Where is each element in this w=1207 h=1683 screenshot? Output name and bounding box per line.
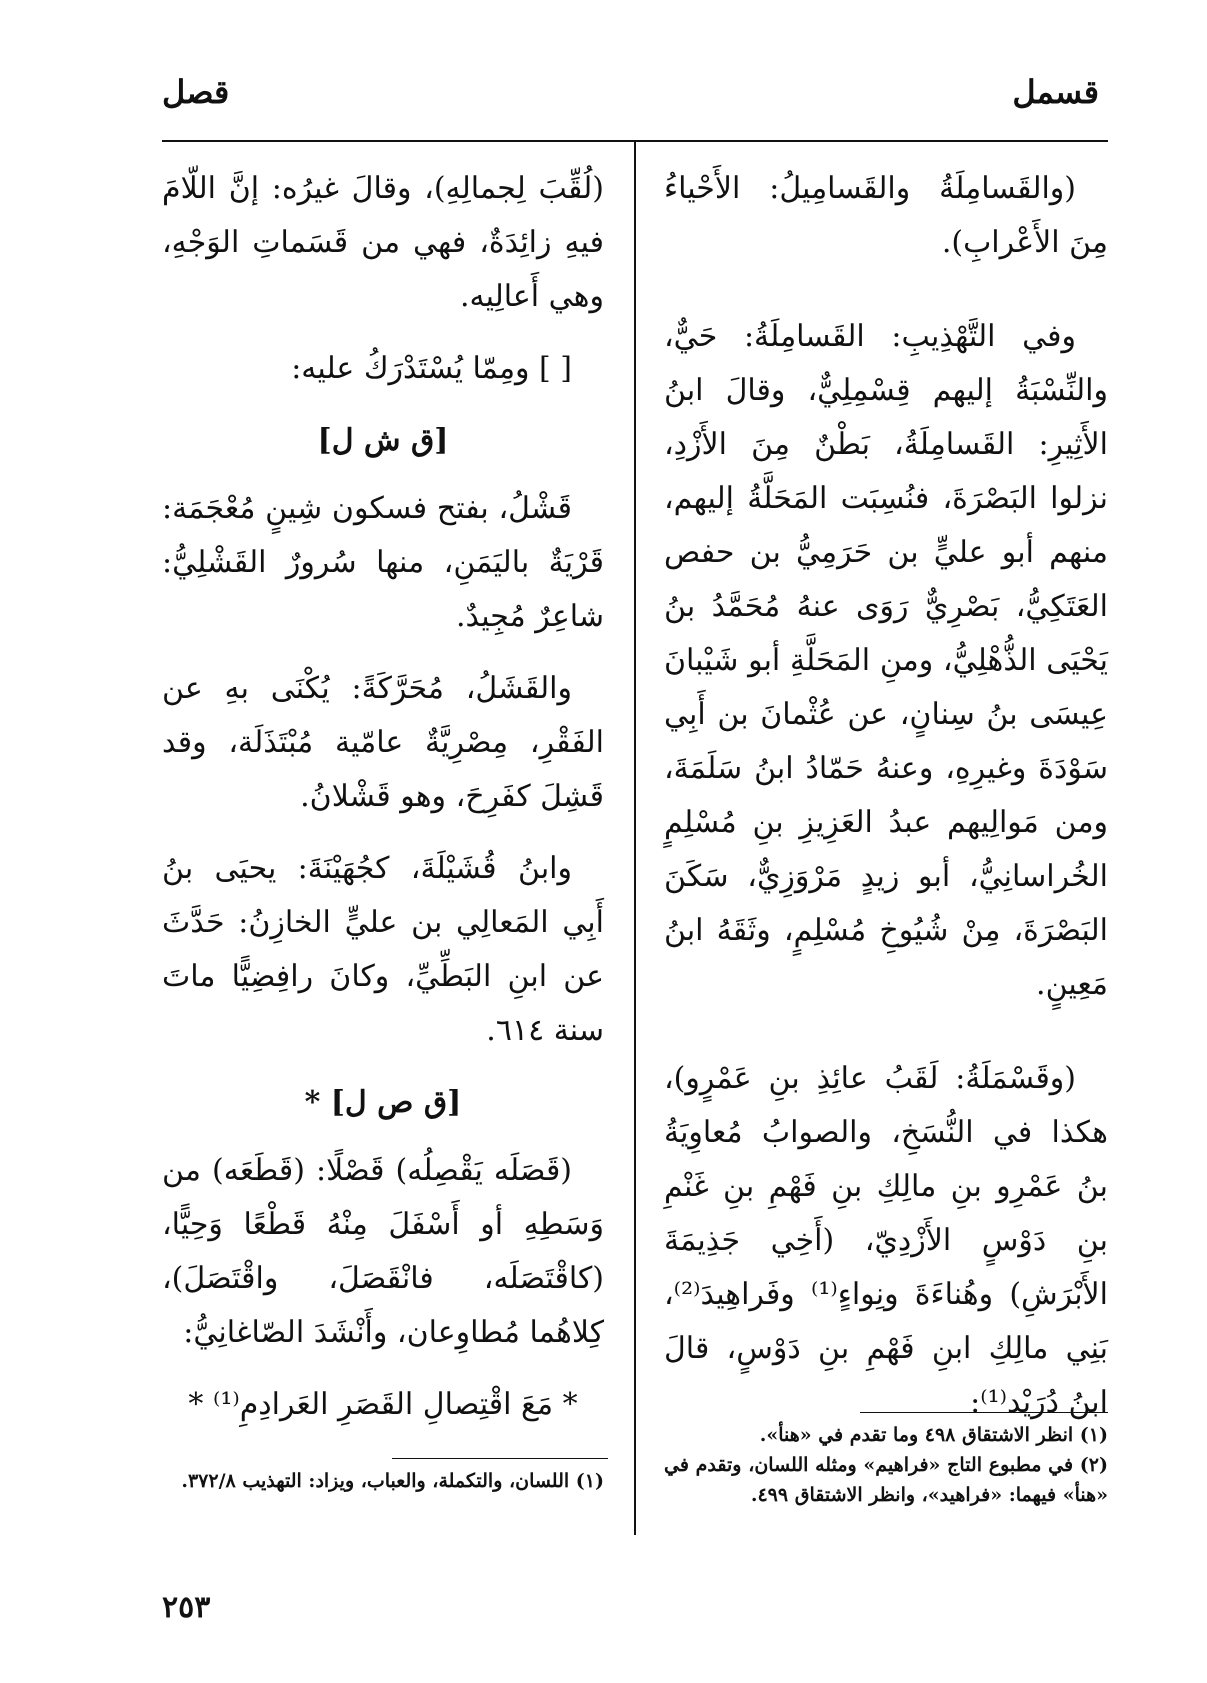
left-paragraph-2: [ ] ومِمّا يُسْتَدْرَكُ عليه: xyxy=(291,351,572,386)
entry-heading-qshl: [ق ش ل] xyxy=(317,423,449,458)
left-paragraph-1: (لُقِّبَ لِجمالِهِ)، وقالَ غيرُه: إنَّ اللّامَ فيهِ زائِدَةٌ، فهي من قَسَماتِ الوَجْهِ، وهي أَعالِيه. xyxy=(162,171,604,314)
left-paragraph-6: (قَصَلَه يَقْصِلُه) قَصْلًا: (قَطَعَه) من وَسَطِهِ أو أَسْفَلَ مِنْهُ قَطْعًا وَحِيًّا، (كاقْتَصَلَه، فانْقَصَلَ، واقْتَصَلَ)، كِلاهُما مُطاوِعان، وأَنْشَدَ الصّاغانِيُّ: xyxy=(162,1153,604,1350)
right-paragraph-1: (والقَسامِلَةُ والقَسامِيلُ: الأَحْياءُ مِنَ الأَعْرابِ). xyxy=(664,171,1108,260)
left-paragraph-4: والقَشَلُ، مُحَرَّكَةً: يُكْنَى بهِ عن الفَقْرِ، مِصْرِيَّةٌ عامّية مُبْتَذَلَة، وقد قَشِلَ كفَرِحَ، وهو قَشْلانُ. xyxy=(162,671,604,814)
footnote-rule-right xyxy=(860,1412,1108,1413)
right-paragraph-3: (وقَسْمَلَةُ: لَقَبُ عائِذِ بنِ عَمْرٍو)، هكذا في النُّسَخِ، والصوابُ مُعاوِيَةُ بنُ عَمْرِو بنِ مالِكِ بنِ فَهْمِ بنِ غَنْمِ بنِ دَوْسٍ الأَزْدِيّ، (أَخِي جَذِيمَةَ الأَبْرَشِ) وهُناءَةَ ونِواءٍ⁽¹⁾ وفَراهِيدَ⁽²⁾، بَنِي مالِكِ ابنِ فَهْمِ بنِ دَوْسٍ، قالَ ابنُ دُرَيْد⁽¹⁾: xyxy=(664,1061,1109,1420)
left-column xyxy=(162,162,604,1432)
page-number: ٢٥٣ xyxy=(162,1590,211,1625)
column-divider xyxy=(634,140,636,1535)
left-paragraph-5: وابنُ قُشَيْلَةَ، كجُهَيْنَةَ: يحيَى بنُ أَبِي المَعالِي بن عليٍّ الخازِنُ: حَدَّثَ عن ابنِ البَطِّيِّ، وكانَ رافِضِيًّا ماتَ سنة ٦١٤. xyxy=(162,851,604,1048)
right-column xyxy=(664,162,1108,1448)
footnote-right-2: (٢) في مطبوع التاج «فراهيم» ومثله اللسان، وتقدم في «هنأ» فيهما: «فراهيد»، وانظر الاشتقاق ٤٩٩. xyxy=(664,1454,1108,1506)
right-paragraph-2: وفي التَّهْذِيبِ: القَسامِلَةُ: حَيٌّ، والنِّسْبَةُ إليهم قِسْمِلِيٌّ، وقالَ ابنُ الأَثِيرِ: القَسامِلَةُ، بَطْنٌ مِنَ الأَزْدِ، نزلوا البَصْرَةَ، فنُسِبَت المَحَلَّةُ إليهم، منهم أبو عليٍّ بن حَرَمِيُّ بن حفص العَتَكِيُّ، بَصْرِيٌّ رَوَى عنهُ مُحَمَّدُ بنُ يَحْيَى الذُّهْلِيُّ، ومنِ المَحَلَّةِ أبو شَيْبانَ عِيسَى بنُ سِنانٍ، عن عُثْمانَ بن أَبِي سَوْدَةَ وغيرِهِ، وعنهُ حَمّادُ ابنُ سَلَمَةَ، ومن مَوالِيهم عبدُ العَزِيزِ بنِ مُسْلِمٍ الخُراسانِيُّ، أبو زيدٍ مَرْوَزِيٌّ، سَكَنَ البَصْرَةَ، مِنْ شُيُوخِ مُسْلِمٍ، وثَقَهُ ابنُ مَعِينٍ. xyxy=(664,319,1108,1002)
footnotes-left xyxy=(162,1466,604,1496)
poem-verse: * مَعَ اقْتِصالِ القَصَرِ العَرادِمِ⁽¹⁾ * xyxy=(188,1387,578,1422)
footnotes-right xyxy=(664,1420,1108,1510)
footnote-right-1: (١) انظر الاشتقاق ٤٩٨ وما تقدم في «هنأ». xyxy=(759,1424,1108,1446)
header-left-word: قصل xyxy=(162,73,230,111)
left-paragraph-3: قَشْلُ، بفتح فسكون شِينٍ مُعْجَمَة: قَرْيَةٌ باليَمَنِ، منها سُرورٌ القَشْلِيُّ: شاعِرٌ مُجِيدٌ. xyxy=(162,491,604,634)
footnote-rule-left xyxy=(392,1458,608,1459)
header-right-word: قسمل xyxy=(1012,73,1099,111)
footnote-left-1: (١) اللسان، والتكملة، والعباب، ويزاد: التهذيب ٣٧٢/٨. xyxy=(181,1470,604,1492)
entry-heading-qsl: [ق ص ل] * xyxy=(304,1085,462,1120)
